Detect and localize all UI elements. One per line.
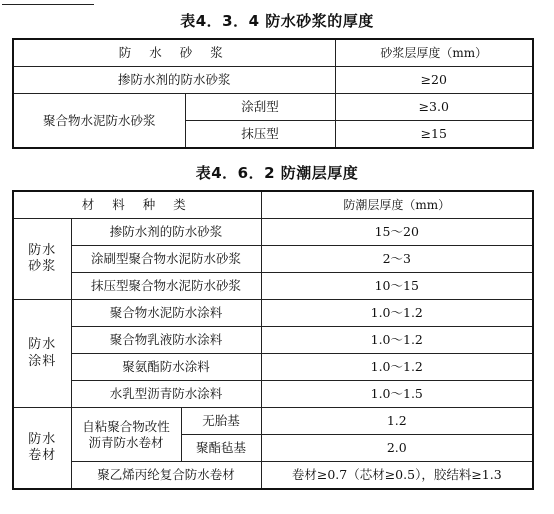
thickness-cell: 1.0～1.2 (261, 327, 533, 354)
table-row (13, 246, 533, 273)
group-cell: 防水 砂浆 (13, 219, 71, 300)
thickness-cell: 1.0～1.2 (261, 300, 533, 327)
type-cell: 抹压型 (185, 121, 335, 149)
thickness-cell: 1.2 (261, 408, 533, 435)
material-cell: 聚合物乳液防水涂料 (71, 327, 261, 354)
material-cell: 聚乙烯丙纶复合防水卷材 (71, 462, 261, 490)
thickness-cell: 2～3 (261, 246, 533, 273)
type-cell: 聚酯毡基 (181, 435, 261, 462)
type-cell: 无胎基 (181, 408, 261, 435)
material-cell: 水乳型沥青防水涂料 (71, 381, 261, 408)
table-row (13, 219, 533, 246)
table-row (13, 462, 533, 490)
material-cell: 掺防水剂的防水砂浆 (71, 219, 261, 246)
thickness-cell: 15～20 (261, 219, 533, 246)
header-material: 材 料 种 类 (13, 191, 261, 219)
thickness-cell: 1.0～1.2 (261, 354, 533, 381)
table-header-row (13, 39, 533, 67)
table-row (13, 354, 533, 381)
table-row (13, 94, 533, 121)
thickness-cell: 卷材≥0.7（芯材≥0.5），胶结料≥1.3 (261, 462, 533, 490)
table-row (13, 327, 533, 354)
type-cell: 涂刮型 (185, 94, 335, 121)
group-cell: 聚合物水泥防水砂浆 (13, 94, 185, 149)
table-row (13, 273, 533, 300)
table2-caption: 表4．6．2 防潮层厚度 (195, 164, 359, 182)
table-row (13, 67, 533, 94)
mortar-thickness-table (12, 38, 534, 149)
group-cell: 防水 卷材 (13, 408, 71, 490)
subgroup-cell: 自粘聚合物改性 沥青防水卷材 (71, 408, 181, 462)
thickness-cell: ≥20 (335, 67, 533, 94)
table1-caption: 表4．3．4 防水砂浆的厚度 (180, 12, 374, 30)
material-cell: 抹压型聚合物水泥防水砂浆 (71, 273, 261, 300)
thickness-cell: 1.0～1.5 (261, 381, 533, 408)
moisture-layer-table (12, 190, 534, 490)
material-cell: 涂刷型聚合物水泥防水砂浆 (71, 246, 261, 273)
group-cell: 防水 涂料 (13, 300, 71, 408)
header-thickness: 防潮层厚度（mm） (261, 191, 533, 219)
header-rule (2, 4, 94, 5)
table-row (13, 381, 533, 408)
table-row (13, 300, 533, 327)
material-cell: 聚氨酯防水涂料 (71, 354, 261, 381)
material-cell: 聚合物水泥防水涂料 (71, 300, 261, 327)
thickness-cell: ≥3.0 (335, 94, 533, 121)
header-thickness: 砂浆层厚度（mm） (335, 39, 533, 67)
thickness-cell: ≥15 (335, 121, 533, 149)
header-material: 防 水 砂 浆 (13, 39, 335, 67)
thickness-cell: 10～15 (261, 273, 533, 300)
table-row (13, 408, 533, 435)
thickness-cell: 2.0 (261, 435, 533, 462)
material-cell: 掺防水剂的防水砂浆 (13, 67, 335, 94)
table-header-row (13, 191, 533, 219)
